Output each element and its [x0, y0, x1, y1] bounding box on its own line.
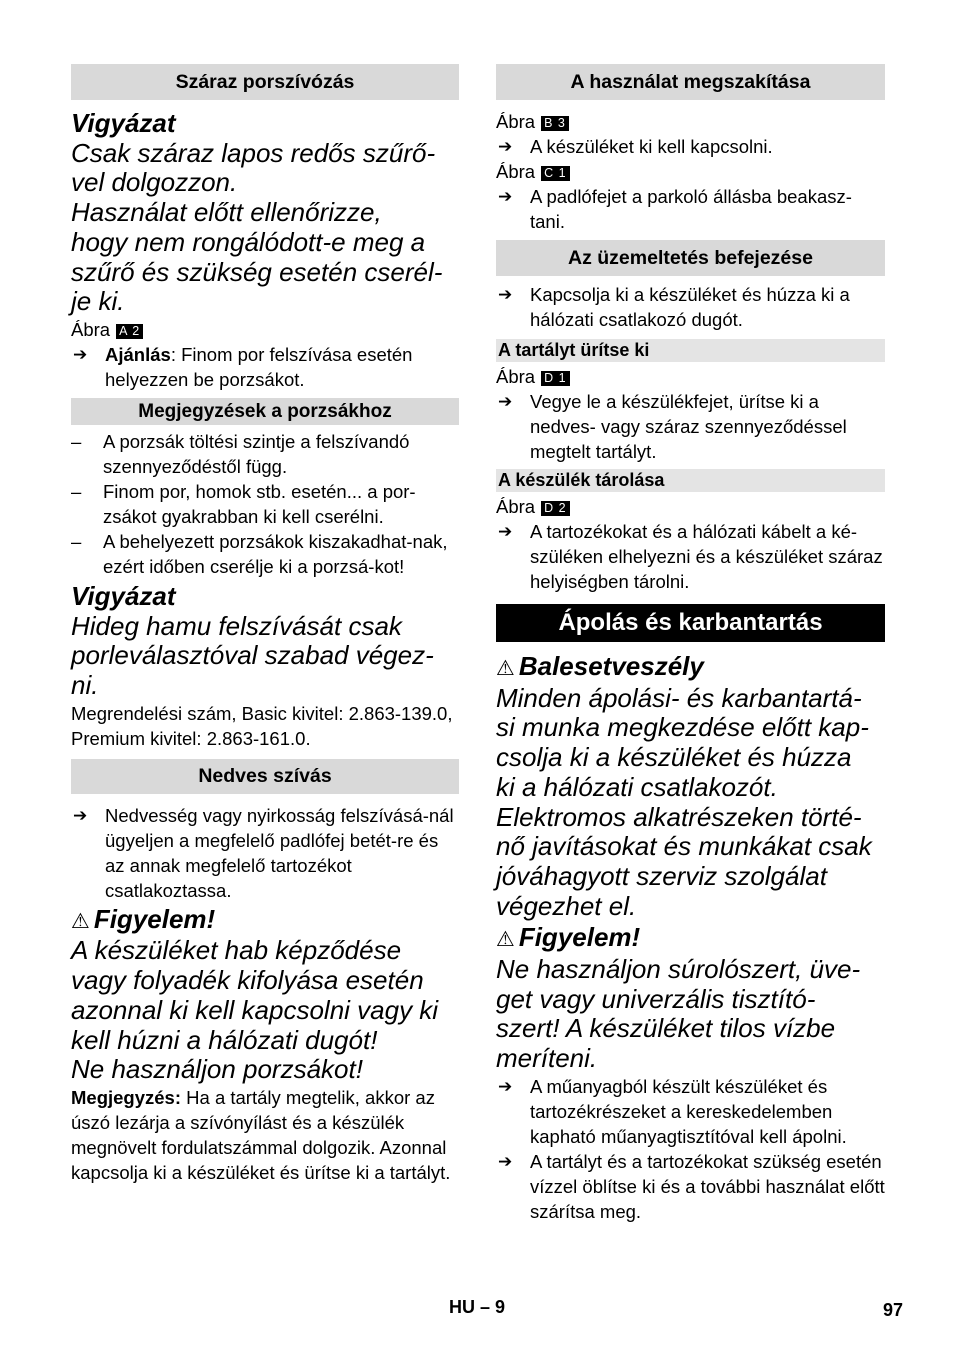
arrow-icon: ➔: [498, 285, 513, 304]
footer-language-page: HU – 9: [449, 1297, 506, 1317]
wet-vacuum-header: Nedves szívás: [71, 759, 459, 794]
danger-title: ⚠ Balesetveszély: [496, 651, 704, 681]
arrow-icon: ➔: [498, 137, 513, 156]
warning-icon: ⚠: [496, 928, 515, 952]
storage-header: A készülék tárolása: [496, 469, 885, 492]
order-number-text: Megrendelési szám, Basic kivitel: 2.863-139.0, Premium kivitel: 2.863-161.0.: [71, 702, 453, 749]
interrupt-item: ➔ A padlófejet a parkoló állásba beakasz-tani.: [498, 186, 852, 232]
empty-container-header: A tartályt ürítse ki: [496, 339, 885, 362]
interrupt-item: ➔ A készüléket ki kell kapcsolni.: [498, 136, 773, 157]
arrow-icon: ➔: [498, 1151, 513, 1171]
warning-icon: ⚠: [71, 909, 90, 933]
arrow-icon: ➔: [498, 1076, 513, 1096]
arrow-icon: ➔: [73, 805, 88, 825]
figure-badge: A 2: [116, 324, 143, 339]
wet-vacuum-item: ➔ Nedvesség vagy nyirkosság felszívásá-nál ügyeljen a megfelelő padlófej betét-re és az annak megfelelő tartozékot csatlakoztassa.: [73, 804, 454, 901]
figure-badge: D 1: [541, 371, 569, 386]
storage-item: ➔ A tartozékokat és a hálózati kábelt a ké-szüléken elhelyezni és a készüléket száraz helyiségben tárolni.: [498, 521, 883, 592]
arrow-icon: ➔: [73, 344, 88, 364]
figure-ref-d2: Ábra D 2: [496, 494, 885, 519]
figure-ref-c1: Ábra C 1: [496, 159, 885, 184]
interrupt-header: A használat megszakítása: [496, 64, 885, 100]
figure-badge: D 2: [541, 501, 569, 516]
empty-item: ➔ Vegye le a készülékfejet, ürítse ki a nedves- vagy száraz szennyeződéssel megtelt tartályt.: [498, 391, 847, 462]
attention-title: ⚠ Figyelem!: [71, 903, 216, 934]
attention-title: ⚠ Figyelem!: [496, 922, 641, 953]
figure-ref-d1: Ábra D 1: [496, 364, 885, 389]
care-item: ➔ A műanyagból készült készüléket és tartozékrészeket a kereskedelemben kapható műanyagtisztítóval kell ápolni.: [498, 1075, 847, 1147]
finish-operation-header: Az üzemeltetés befejezése: [496, 240, 885, 276]
list-item: – A porzsák töltési szintje a felszívandó szennyeződéstől függ.: [71, 430, 410, 477]
caution-title: Vigyázat: [71, 108, 176, 138]
recommend-item: ➔ Ajánlás: Finom por felszívása esetén helyezzen be porzsákot.: [73, 343, 413, 390]
attention-text: A készüléket hab képződése vagy folyadék kifolyása esetén azonnal ki kell kapcsolni vagy ki kell húzni a hálózati dugót! Ne használjon porzsákot!: [71, 935, 439, 1085]
figure-badge: C 1: [541, 166, 569, 181]
care-maintenance-header: Ápolás és karbantartás: [496, 604, 885, 642]
attention-text: Ne használjon súrolószert, üve- get vagy univerzális tisztító- szert! A készüléket tilos vízbe meríteni.: [496, 954, 861, 1074]
dry-vacuum-header: Száraz porszívózás: [71, 64, 459, 100]
care-item: ➔ A tartályt és a tartozékokat szükség esetén vízzel öblítse ki és a további használat előtt szárítsa meg.: [498, 1150, 885, 1222]
left-column: [71, 64, 459, 1185]
figure-ref-a2: Ábra A 2: [71, 317, 459, 342]
warning-icon: ⚠: [496, 657, 515, 680]
finish-item: ➔ Kapcsolja ki a készüléket és húzza ki a hálózati csatlakozó dugót.: [498, 284, 850, 330]
note-text: Megjegyzés: Ha a tartály megtelik, akkor az úszó lezárja a szívónyílást és a készülék megnövelt fordulatszámmal dolgozik. Azonnal kapcsolja ki a készüléket és ürítse ki a tartályt.: [71, 1086, 451, 1183]
danger-text: Minden ápolási- és karbantartá- si munka megkezdése előtt kap- csolja ki a készüléket és húzza ki a hálózati csatlakozót. Elektromos alkatrészeken törté- nő javításokat és munkákat csak jóváhagyott szerviz szolgálat végezhet el.: [496, 682, 872, 921]
list-item: – A behelyezett porzsákok kiszakadhat-nak, ezért időben cserélje ki a porzsá-kot!: [71, 530, 448, 577]
caution-text: Csak száraz lapos redős szűrő- vel dolgozzon. Használat előtt ellenőrizze, hogy nem rongálódott-e meg a szűrő és szükség esetén cserél- je ki.: [71, 137, 443, 317]
dust-bag-notes-header: Megjegyzések a porzsákhoz: [71, 398, 459, 425]
figure-badge: B 3: [541, 116, 569, 131]
list-item: – Finom por, homok stb. esetén... a por-zsákot gyakrabban ki kell cserélni.: [71, 480, 416, 527]
arrow-icon: ➔: [498, 522, 513, 541]
arrow-icon: ➔: [498, 392, 513, 411]
caution-text-2: Hideg hamu felszívását csak porleválasztóval szabad végez- ni.: [71, 610, 434, 701]
caution-title-2: Vigyázat: [71, 580, 176, 611]
arrow-icon: ➔: [498, 187, 513, 206]
figure-ref-b3: Ábra B 3: [496, 109, 885, 134]
right-column: [496, 64, 885, 1224]
page-number: 97: [883, 1300, 904, 1320]
